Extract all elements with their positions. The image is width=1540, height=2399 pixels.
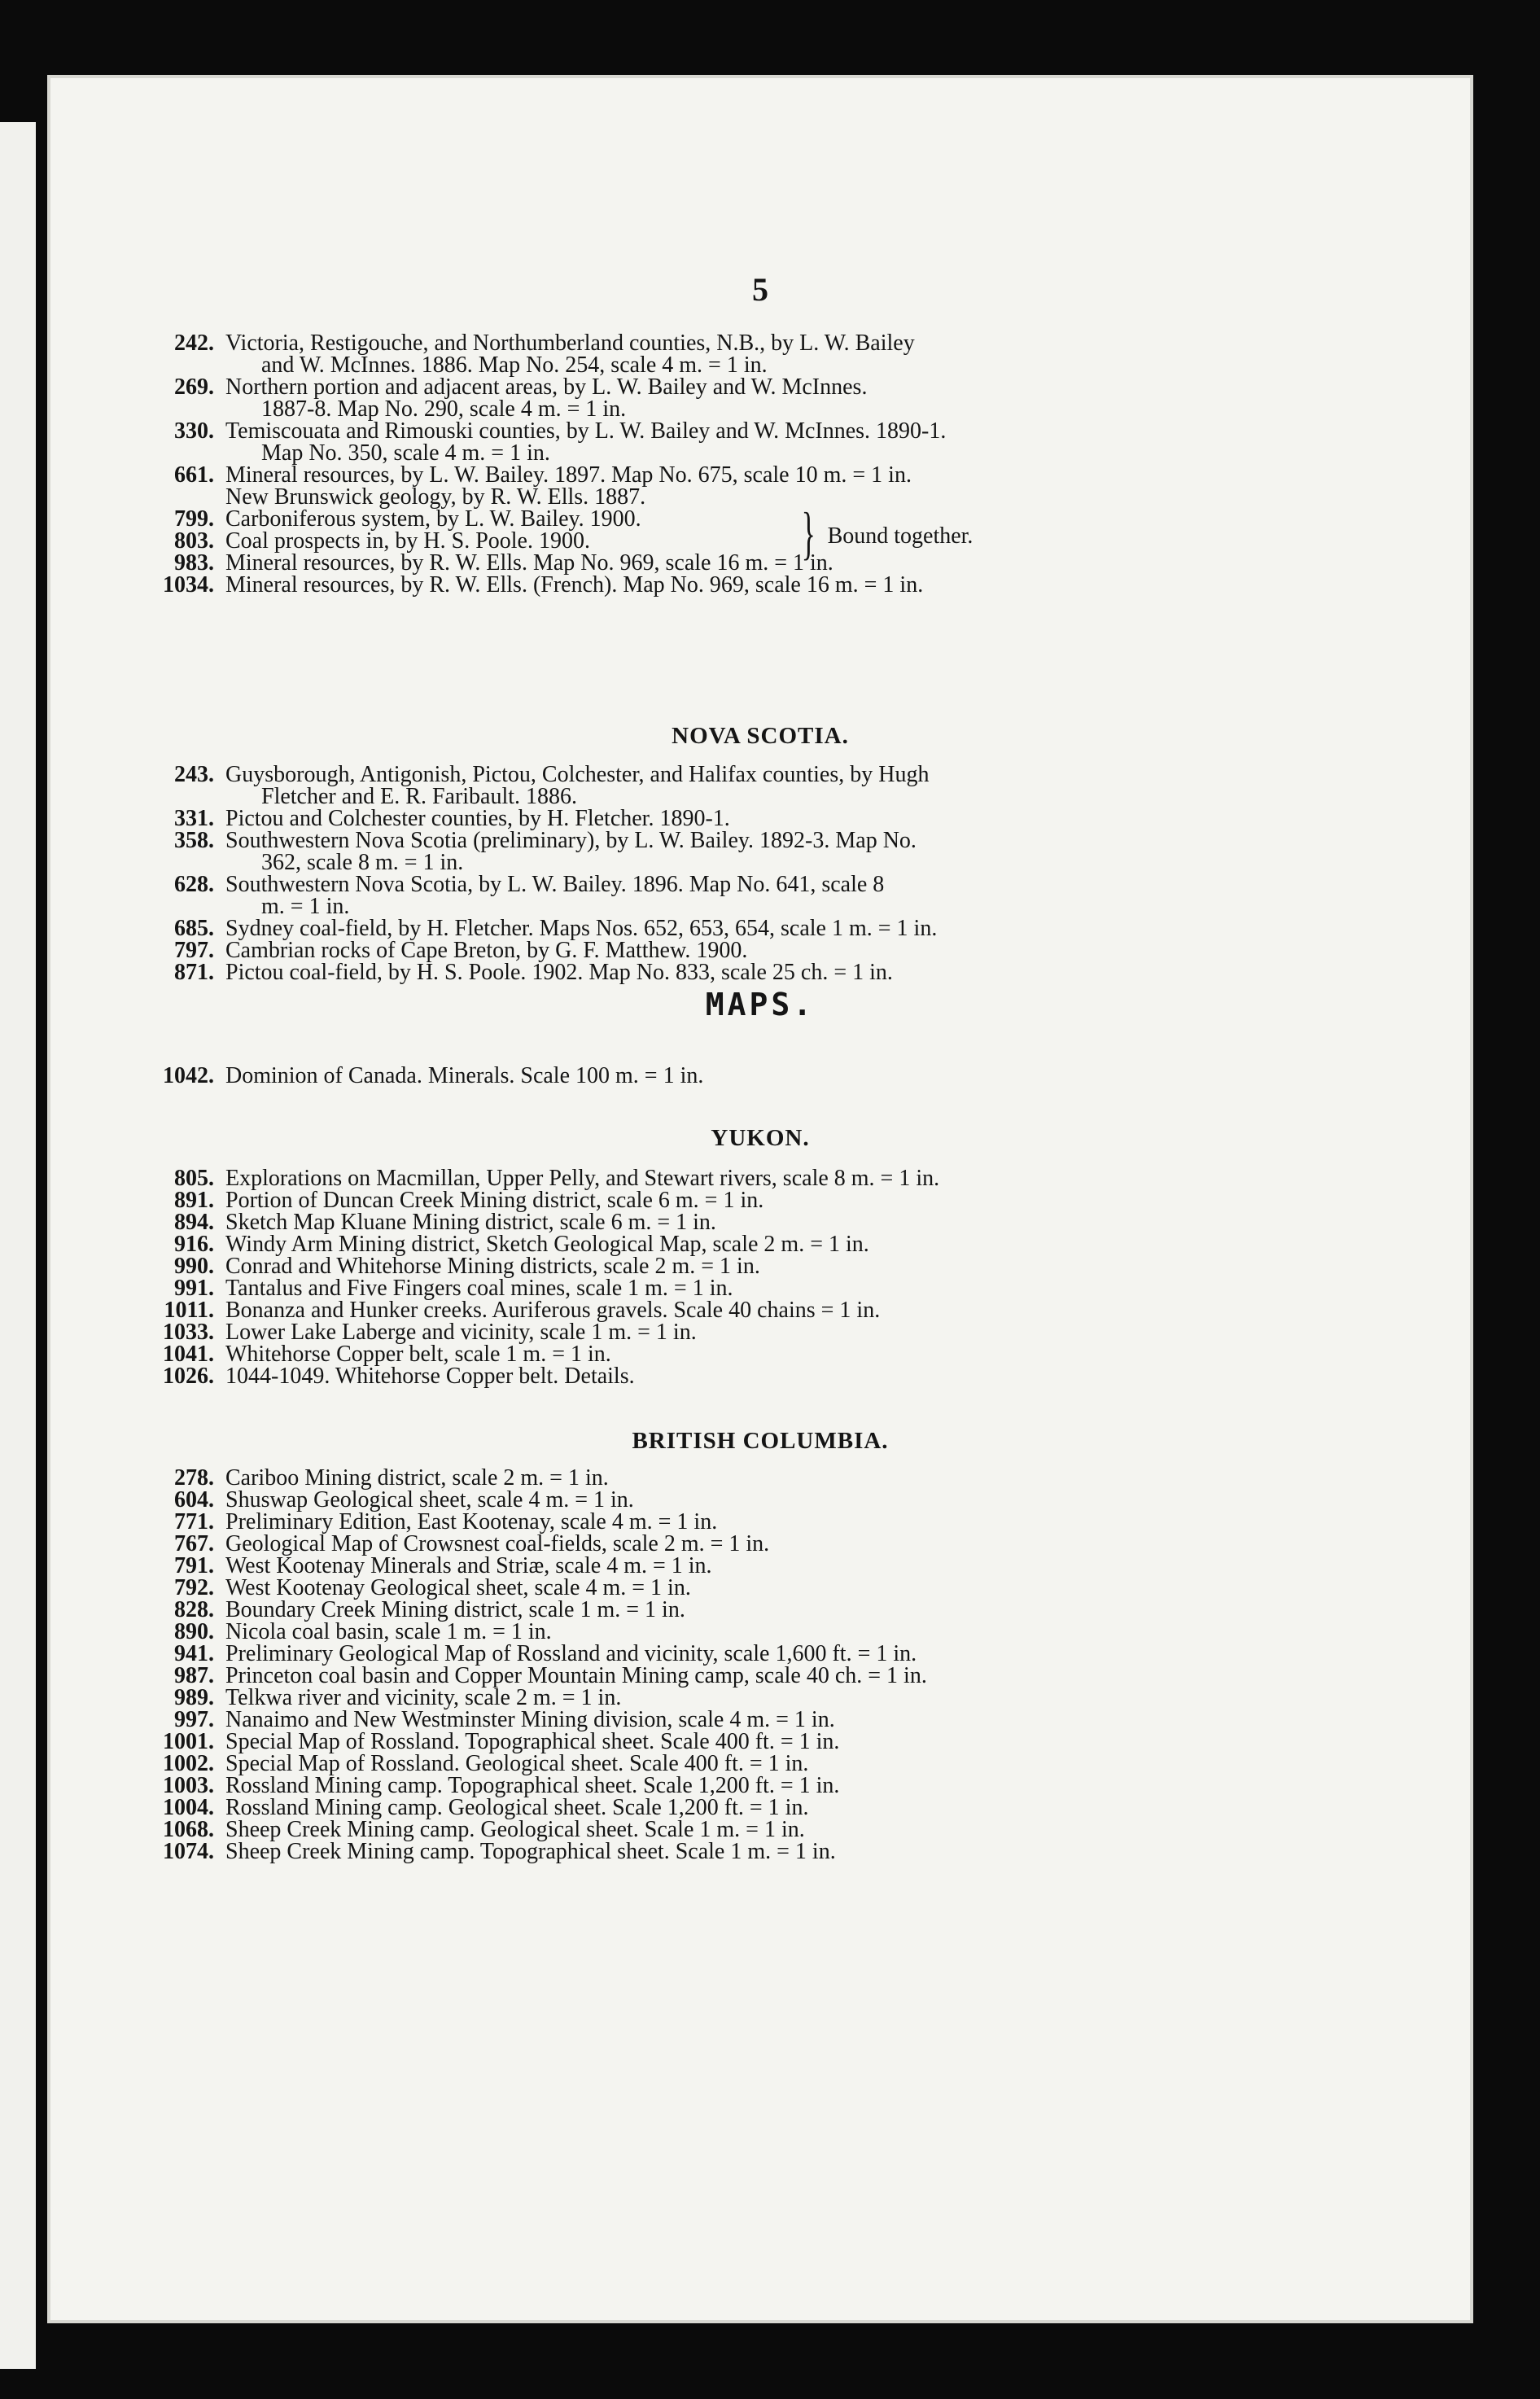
entry-text: Windy Arm Mining district, Sketch Geological Map, scale 2 m. = 1 in. [225,1232,869,1257]
entry-text: Shuswap Geological sheet, scale 4 m. = 1 in. [225,1487,634,1513]
list-item-continuation [145,398,946,420]
entry-text: Pictou and Colchester counties, by H. Fletcher. 1890-1. [225,806,730,831]
list-item [145,464,946,486]
entry-text: Cambrian rocks of Cape Breton, by G. F. Matthew. 1900. [225,938,748,963]
entry-number: 891. [174,1188,214,1213]
entry-number: 983. [174,550,214,576]
entry-number: 997. [174,1707,214,1732]
list-item [145,1511,927,1533]
british-columbia-list [145,1467,927,1863]
bound-together-note: } Bound together. [801,501,973,566]
entry-text: Conrad and Whitehorse Mining districts, scale 2 m. = 1 in. [225,1254,760,1279]
list-item [145,873,937,895]
entry-number: 871. [174,960,214,985]
entry-number: 1011. [164,1298,214,1323]
entry-text: Pictou coal-field, by H. S. Poole. 1902. Map No. 833, scale 25 ch. = 1 in. [225,960,893,985]
entry-text: Rossland Mining camp. Topographical sheet. Scale 1,200 ft. = 1 in. [225,1773,840,1798]
entry-number: 278. [174,1465,214,1491]
list-item [145,1277,939,1299]
page-number: 5 [752,271,768,308]
entry-number: 797. [174,938,214,963]
entry-text: Dominion of Canada. Minerals. Scale 100 m. = 1 in. [225,1063,704,1088]
list-item [145,486,946,508]
entry-number: 799. [174,506,214,532]
entry-text: Mineral resources, by L. W. Bailey. 1897. Map No. 675, scale 10 m. = 1 in. [225,462,912,488]
entry-number: 330. [174,418,214,444]
list-item [145,376,946,398]
list-item [145,1233,939,1255]
entry-text: Whitehorse Copper belt, scale 1 m. = 1 in. [225,1342,611,1367]
entry-number: 1042. [163,1063,214,1088]
entry-number: 916. [174,1232,214,1257]
entry-text: Portion of Duncan Creek Mining district, scale 6 m. = 1 in. [225,1188,764,1213]
entry-text: Sydney coal-field, by H. Fletcher. Maps Nos. 652, 653, 654, scale 1 m. = 1 in. [225,916,938,941]
entry-number: 1068. [163,1817,214,1842]
entry-number: 243. [174,762,214,787]
adjacent-page-edge [0,122,36,2369]
list-item [145,939,937,961]
entry-number: 628. [174,872,214,897]
entry-text: Carboniferous system, by L. W. Bailey. 1900. [225,506,641,532]
entry-text: Explorations on Macmillan, Upper Pelly, and Stewart rivers, scale 8 m. = 1 in. [225,1166,940,1191]
list-item [145,1065,703,1087]
list-item [145,552,946,574]
entry-number [145,895,214,917]
list-item [145,1211,939,1233]
entry-number: 991. [174,1276,214,1301]
list-item [145,1797,927,1819]
entry-number: 1001. [163,1729,214,1754]
entry-number: 989. [174,1685,214,1710]
entry-number: 1041. [163,1342,214,1367]
entry-text: Telkwa river and vicinity, scale 2 m. = 1 in. [225,1685,622,1710]
entry-number: 987. [174,1663,214,1688]
list-item [145,1189,939,1211]
list-item [145,917,937,939]
entry-number: 269. [174,374,214,400]
entry-text: 362, scale 8 m. = 1 in. [261,850,464,875]
list-item [145,1555,927,1577]
list-item [145,1665,927,1687]
list-item [145,1255,939,1277]
list-item [145,1687,927,1709]
entry-number: 791. [174,1553,214,1578]
entry-number: 803. [174,528,214,554]
british-columbia-heading-wrap [47,1428,1473,1455]
list-item [145,961,937,983]
entry-text: Sheep Creek Mining camp. Topographical sheet. Scale 1 m. = 1 in. [225,1839,836,1864]
nova-scotia-heading: NOVA SCOTIA. [672,723,849,749]
list-item-continuation [145,786,937,808]
entry-text: Tantalus and Five Fingers coal mines, scale 1 m. = 1 in. [225,1276,733,1301]
entry-text: Guysborough, Antigonish, Pictou, Colchester, and Halifax counties, by Hugh [225,762,930,787]
maps-heading-wrap [47,987,1473,1022]
entry-text: Sheep Creek Mining camp. Geological sheet. Scale 1 m. = 1 in. [225,1817,805,1842]
entry-text: Cariboo Mining district, scale 2 m. = 1 in. [225,1465,609,1491]
list-item [145,420,946,442]
list-item [145,808,937,830]
entry-text: Mineral resources, by R. W. Ells. Map No. 969, scale 16 m. = 1 in. [225,550,833,576]
list-item-continuation [145,851,937,873]
maps-list [145,1065,703,1087]
entry-text: Special Map of Rossland. Geological sheet. Scale 400 ft. = 1 in. [225,1751,809,1776]
entry-number: 1033. [163,1320,214,1345]
entry-number: 890. [174,1619,214,1644]
top-entries-list [145,332,946,596]
document-page [47,75,1473,2323]
brace-icon: } [801,501,816,566]
entry-number: 1003. [163,1773,214,1798]
entry-text: 1887-8. Map No. 290, scale 4 m. = 1 in. [261,396,627,422]
entry-number: 828. [174,1597,214,1622]
entry-number: 771. [174,1509,214,1534]
entry-number [145,398,214,420]
list-item [145,1533,927,1555]
list-item [145,830,937,851]
entry-number: 358. [174,828,214,853]
list-item [145,1599,927,1621]
entry-text: Victoria, Restigouche, and Northumberland counties, N.B., by L. W. Bailey [225,331,915,356]
list-item [145,1621,927,1643]
list-item-continuation [145,442,946,464]
entry-text: Northern portion and adjacent areas, by L. W. Bailey and W. McInnes. [225,374,868,400]
entry-number: 894. [174,1210,214,1235]
entry-number: 767. [174,1531,214,1556]
entry-text: Preliminary Edition, East Kootenay, scale 4 m. = 1 in. [225,1509,718,1534]
entry-number: 1026. [163,1364,214,1389]
nova-scotia-heading-wrap [47,723,1473,750]
entry-text: m. = 1 in. [261,894,350,919]
british-columbia-heading: BRITISH COLUMBIA. [632,1428,889,1454]
entry-text: Fletcher and E. R. Faribault. 1886. [261,784,578,809]
entry-text: Map No. 350, scale 4 m. = 1 in. [261,440,550,466]
entry-text: Temiscouata and Rimouski counties, by L. W. Bailey and W. McInnes. 1890-1. [225,418,947,444]
list-item [145,764,937,786]
entry-number: 1002. [163,1751,214,1776]
list-item [145,1731,927,1753]
list-item [145,1365,939,1387]
entry-number [145,486,214,508]
entry-text: Preliminary Geological Map of Rossland and vicinity, scale 1,600 ft. = 1 in. [225,1641,917,1666]
entry-text: Bonanza and Hunker creeks. Auriferous gravels. Scale 40 chains = 1 in. [225,1298,881,1323]
entry-number: 990. [174,1254,214,1279]
list-item [145,1467,927,1489]
list-item [145,574,946,596]
yukon-heading: YUKON. [711,1125,810,1151]
entry-text: and W. McInnes. 1886. Map No. 254, scale 4 m. = 1 in. [261,352,768,378]
entry-text: Lower Lake Laberge and vicinity, scale 1 m. = 1 in. [225,1320,697,1345]
list-item-continuation [145,354,946,376]
entry-number: 1034. [163,572,214,598]
entry-text: Nicola coal basin, scale 1 m. = 1 in. [225,1619,552,1644]
entry-text: Mineral resources, by R. W. Ells. (French). Map No. 969, scale 16 m. = 1 in. [225,572,924,598]
list-item [145,1489,927,1511]
entry-text: Special Map of Rossland. Topographical sheet. Scale 400 ft. = 1 in. [225,1729,840,1754]
entry-number: 604. [174,1487,214,1513]
entry-number: 331. [174,806,214,831]
list-item [145,1299,939,1321]
list-item [145,1643,927,1665]
entry-number: 805. [174,1166,214,1191]
list-item [145,1343,939,1365]
entry-text: West Kootenay Geological sheet, scale 4 m. = 1 in. [225,1575,691,1600]
list-item [145,332,946,354]
entry-number: 685. [174,916,214,941]
entry-text: Nanaimo and New Westminster Mining division, scale 4 m. = 1 in. [225,1707,835,1732]
list-item [145,1321,939,1343]
entry-text: Rossland Mining camp. Geological sheet. Scale 1,200 ft. = 1 in. [225,1795,809,1820]
entry-number: 661. [174,462,214,488]
entry-number [145,354,214,376]
list-item-continuation [145,895,937,917]
entry-text: Sketch Map Kluane Mining district, scale 6 m. = 1 in. [225,1210,716,1235]
entry-number: 941. [174,1641,214,1666]
entry-text: West Kootenay Minerals and Striæ, scale 4 m. = 1 in. [225,1553,712,1578]
entry-number: 792. [174,1575,214,1600]
entry-text: Princeton coal basin and Copper Mountain Mining camp, scale 40 ch. = 1 in. [225,1663,927,1688]
list-item [145,1819,927,1841]
list-item [145,1167,939,1189]
entry-text: Boundary Creek Mining district, scale 1 m. = 1 in. [225,1597,685,1622]
list-item [145,1841,927,1863]
list-item [145,1709,927,1731]
entry-number: 1074. [163,1839,214,1864]
entry-text: Coal prospects in, by H. S. Poole. 1900. [225,528,590,554]
entry-text: Geological Map of Crowsnest coal-fields, scale 2 m. = 1 in. [225,1531,770,1556]
list-item [145,1753,927,1775]
entry-number: 1004. [163,1795,214,1820]
entry-text: 1044-1049. Whitehorse Copper belt. Details. [225,1364,635,1389]
entry-number: 242. [174,331,214,356]
entry-number [145,442,214,464]
list-item [145,1577,927,1599]
yukon-list [145,1167,939,1387]
yukon-heading-wrap [47,1125,1473,1152]
list-item [145,1775,927,1797]
entry-text: New Brunswick geology, by R. W. Ells. 1887. [225,484,646,510]
entry-text: Southwestern Nova Scotia (preliminary), by L. W. Bailey. 1892-3. Map No. [225,828,917,853]
entry-number [145,786,214,808]
nova-scotia-list [145,764,937,983]
maps-heading: MAPS. [705,987,816,1022]
entry-text: Southwestern Nova Scotia, by L. W. Bailey. 1896. Map No. 641, scale 8 [225,872,885,897]
entry-number [145,851,214,873]
